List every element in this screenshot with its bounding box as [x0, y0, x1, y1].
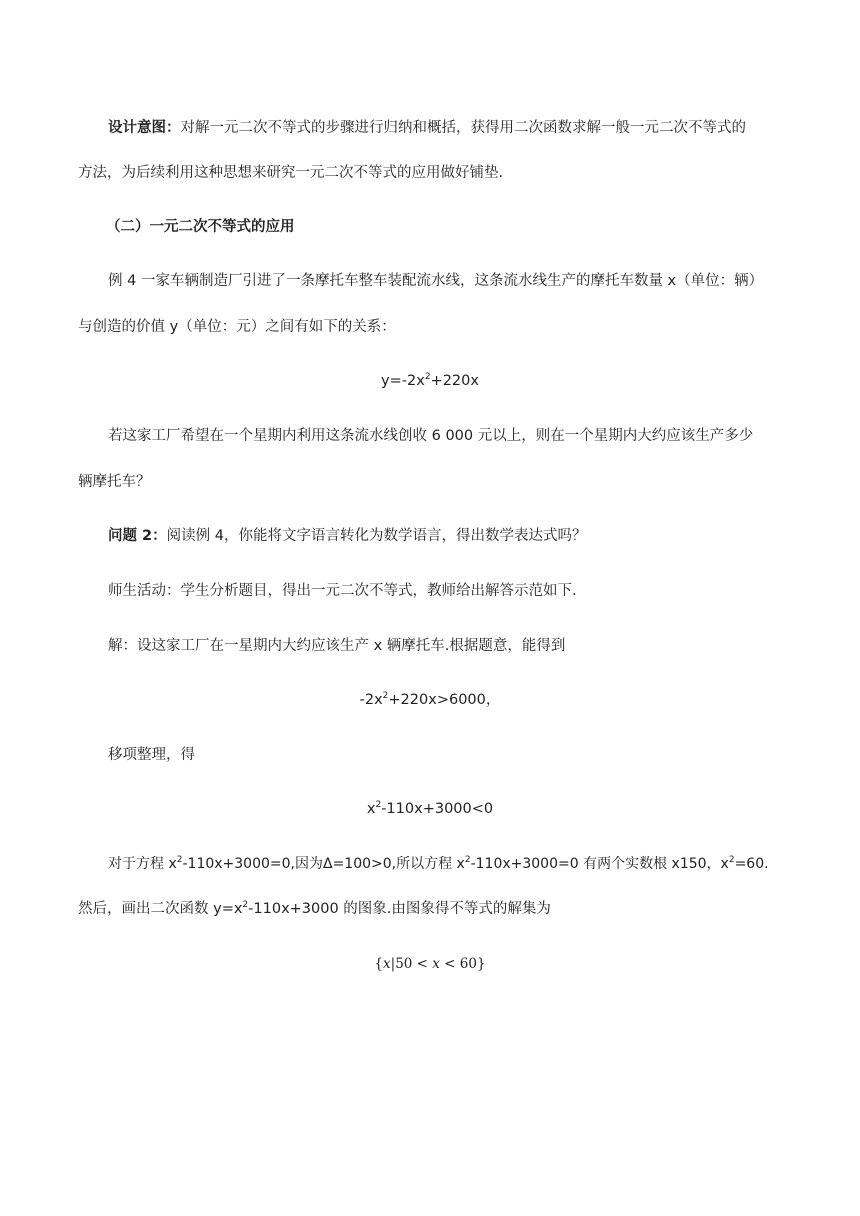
- eq-part-3: -110x+3000=0 有两个实数根 x150，x: [470, 856, 729, 872]
- graph-line: [78, 899, 551, 919]
- example4-line-2: 与创造的价值 y（单位：元）之间有如下的关系：: [78, 319, 396, 335]
- set-mid: |50 <: [390, 956, 433, 972]
- set-end: < 60}: [439, 956, 486, 972]
- design-intent-line-2: 方法，为后续利用这种思想来研究一元二次不等式的应用做好铺垫.: [78, 165, 504, 181]
- formula3-sup: 2: [375, 800, 382, 810]
- formula2-sup: 2: [382, 691, 389, 701]
- question-line-1: 若这家工厂希望在一个星期内利用这条流水线创收 6 000 元以上，则在一个星期内大约应该生产多少: [108, 428, 754, 444]
- problem2-text: 阅读例 4，你能将文字语言转化为数学语言，得出数学表达式吗？: [166, 528, 587, 544]
- formula1-post: +220x: [430, 373, 479, 389]
- set-var-1: x: [383, 956, 391, 972]
- problem2: [108, 526, 586, 546]
- question-line-2: 辆摩托车？: [78, 474, 151, 490]
- design-intent-line-1: [108, 118, 746, 138]
- solution-set: [0, 954, 860, 974]
- eq-part-4: =60.: [734, 856, 769, 872]
- graph-part-1: 然后，画出二次函数 y=x: [78, 901, 243, 917]
- formula2-post: +220x>6000，: [388, 692, 501, 708]
- graph-sup-1: 2: [242, 900, 249, 910]
- eq-sup-3: 2: [728, 855, 735, 865]
- activity-text: 师生活动：学生分析题目，得出一元二次不等式，教师给出解答示范如下.: [108, 583, 577, 599]
- equation-roots-line: [108, 854, 769, 874]
- formula1-sup: 2: [424, 372, 431, 382]
- formula-inequality: [0, 690, 860, 710]
- set-open: {: [374, 956, 384, 972]
- formula-rearranged: [0, 799, 860, 819]
- eq-part-1: 对于方程 x: [108, 856, 177, 872]
- graph-part-2: -110x+3000 的图象.由图象得不等式的解集为: [248, 901, 551, 917]
- eq-sup-2: 2: [464, 855, 471, 865]
- design-intent-label: 设计意图：: [108, 120, 181, 136]
- eq-part-2: -110x+3000=0,因为Δ=100>0,所以方程 x: [182, 856, 465, 872]
- section-title: （二）一元二次不等式的应用: [106, 219, 295, 235]
- eq-sup-1: 2: [176, 855, 183, 865]
- set-var-2: x: [432, 956, 440, 972]
- design-intent-text-1: 对解一元二次不等式的步骤进行归纳和概括，获得用二次函数求解一般一元二次不等式的: [180, 120, 746, 136]
- solution-intro: 解：设这家工厂在一星期内大约应该生产 x 辆摩托车.根据题意，能得到: [108, 638, 566, 654]
- example4-line-1: 例 4 一家车辆制造厂引进了一条摩托车整车装配流水线，这条流水线生产的摩托车数量 x（单位：辆）: [108, 273, 764, 289]
- formula3-post: -110x+3000<0: [381, 801, 494, 817]
- rearrange-text: 移项整理，得: [108, 747, 195, 763]
- formula1-pre: y=-2x: [381, 373, 425, 389]
- formula-value-relation: [0, 371, 860, 391]
- formula3-pre: x: [366, 801, 376, 817]
- formula2-pre: -2x: [359, 692, 383, 708]
- problem2-label: 问题 2：: [108, 528, 167, 544]
